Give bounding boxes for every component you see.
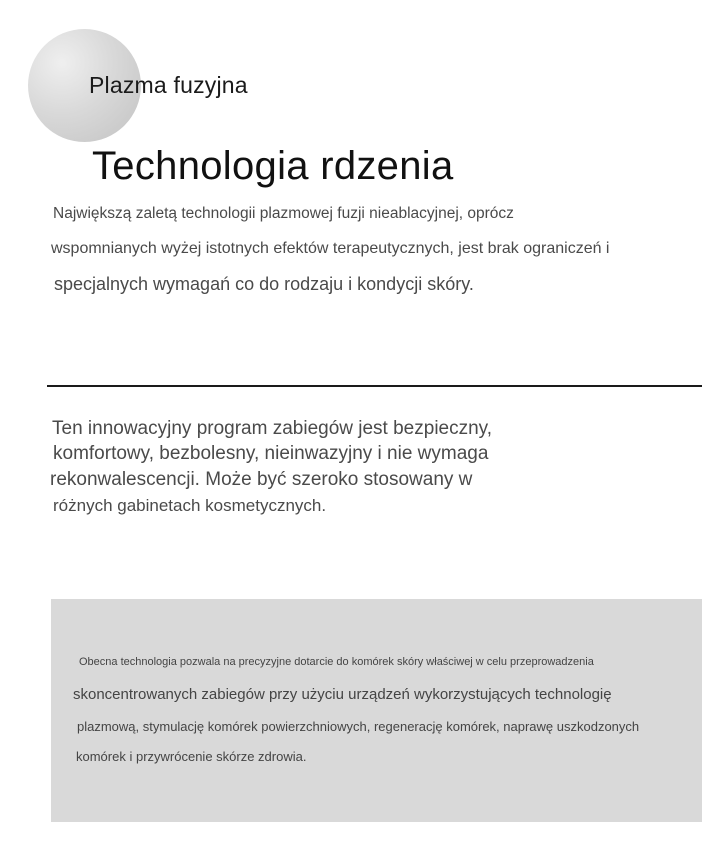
page-title: Technologia rdzenia [92, 144, 454, 188]
intro-line: specjalnych wymagań co do rodzaju i kondycji skóry. [54, 274, 474, 294]
benefits-line: Ten innowacyjny program zabiegów jest bezpieczny, [52, 418, 493, 439]
intro-line: wspomnianych wyżej istotnych efektów terapeutycznych, jest brak ograniczeń i [51, 240, 610, 257]
info-line: komórek i przywrócenie skórze zdrowia. [76, 749, 307, 764]
info-line: skoncentrowanych zabiegów przy użyciu urządzeń wykorzystujących technologię [73, 686, 612, 703]
benefits-line: komfortowy, bezbolesny, nieinwazyjny i nie wymaga [53, 443, 489, 464]
section-divider [47, 385, 702, 387]
benefits-line: rekonwalescencji. Może być szeroko stosowany w [50, 469, 473, 490]
benefits-line: różnych gabinetach kosmetycznych. [53, 496, 327, 515]
info-line: plazmową, stymulację komórek powierzchniowych, regenerację komórek, naprawę uszkodzonych [77, 719, 640, 734]
intro-line: Największą zaletą technologii plazmowej fuzji nieablacyjnej, oprócz [53, 205, 514, 222]
info-line: Obecna technologia pozwala na precyzyjne dotarcie do komórek skóry właściwej w celu przeprowadzenia [79, 656, 594, 668]
page-subtitle: Plazma fuzyjna [89, 72, 248, 98]
technology-info-box [51, 599, 702, 822]
